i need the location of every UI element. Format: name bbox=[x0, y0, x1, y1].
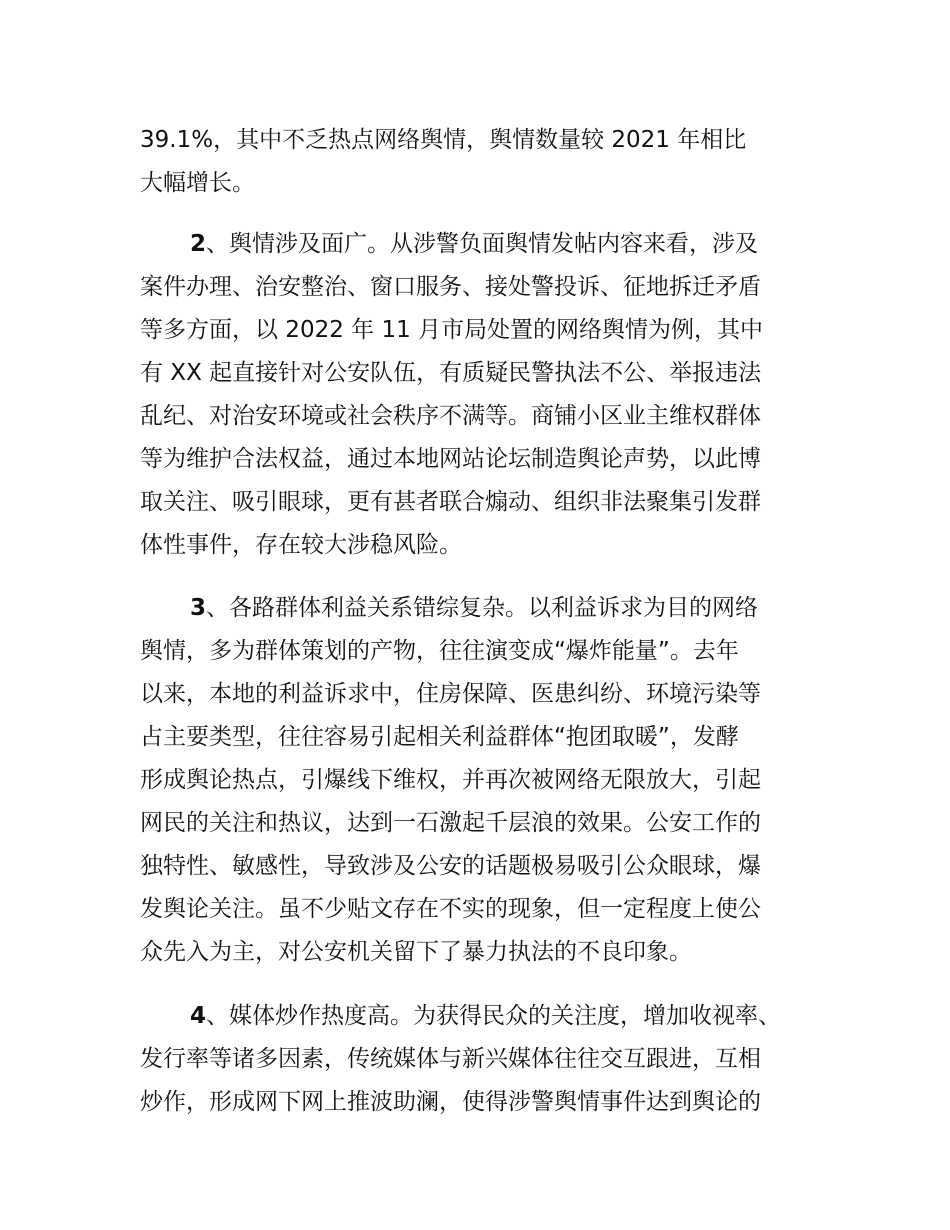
paragraph-2-number: 2 bbox=[190, 231, 207, 257]
paragraph-2-line-3: 等多方面，以 2022 年 11 月市局处置的网络舆情为例，其中 bbox=[140, 317, 764, 343]
paragraph-2-line-5: 乱纪、对治安环境或社会秩序不满等。商铺小区业主维权群体 bbox=[140, 403, 761, 429]
paragraph-4-line-3: 炒作，形成网下网上推波助澜，使得涉警舆情事件达到舆论的 bbox=[140, 1089, 761, 1115]
paragraph-3-line-1 bbox=[190, 590, 870, 626]
paragraph-1-line-2: 大幅增长。 bbox=[140, 170, 255, 196]
paragraph-4-line-1 bbox=[190, 998, 870, 1034]
paragraph-2-line-7: 取关注、吸引眼球，更有甚者联合煽动、组织非法聚集引发群 bbox=[140, 489, 761, 515]
paragraph-3-line-5: 形成舆论热点，引爆线下维权，并再次被网络无限放大，引起 bbox=[140, 767, 761, 793]
paragraph-2-line-2: 案件办理、治安整治、窗口服务、接处警投诉、征地拆迁矛盾 bbox=[140, 274, 761, 300]
paragraph-3-line-4: 占主要类型，往往容易引起相关利益群体“抱团取暖”，发酵 bbox=[140, 724, 739, 750]
paragraph-2-line-6: 等为维护合法权益，通过本地网站论坛制造舆论声势，以此博 bbox=[140, 446, 761, 472]
paragraph-2-line-1 bbox=[190, 226, 870, 262]
paragraph-3-line-1-text: 、各路群体利益关系错综复杂。以利益诉求为目的网络 bbox=[206, 595, 759, 621]
paragraph-3-number: 3 bbox=[190, 595, 207, 621]
paragraph-4-line-1-text: 、媒体炒作热度高。为获得民众的关注度，增加收视率、 bbox=[206, 1003, 782, 1029]
paragraph-3-line-7: 独特性、敏感性，导致涉及公安的话题极易吸引公众眼球，爆 bbox=[140, 853, 761, 879]
paragraph-2-line-1-text: 、舆情涉及面广。从涉警负面舆情发帖内容来看，涉及 bbox=[206, 231, 759, 257]
paragraph-3-line-6: 网民的关注和热议，达到一石激起千层浪的效果。公安工作的 bbox=[140, 810, 761, 836]
paragraph-4-number: 4 bbox=[190, 1003, 207, 1029]
paragraph-1-line-1: 39.1%，其中不乏热点网络舆情，舆情数量较 2021 年相比 bbox=[140, 127, 747, 153]
paragraph-2-line-8: 体性事件，存在较大涉稳风险。 bbox=[140, 532, 462, 558]
paragraph-3-line-2: 舆情，多为群体策划的产物，往往演变成“爆炸能量”。去年 bbox=[140, 638, 739, 664]
paragraph-3-line-8: 发舆论关注。虽不少贴文存在不实的现象，但一定程度上使公 bbox=[140, 896, 761, 922]
paragraph-3-line-3: 以来，本地的利益诉求中，住房保障、医患纠纷、环境污染等 bbox=[140, 681, 761, 707]
paragraph-3-line-9: 众先入为主，对公安机关留下了暴力执法的不良印象。 bbox=[140, 939, 692, 965]
paragraph-4-line-2: 发行率等诸多因素，传统媒体与新兴媒体往往交互跟进，互相 bbox=[140, 1046, 761, 1072]
paragraph-2-line-4: 有 XX 起直接针对公安队伍，有质疑民警执法不公、举报违法 bbox=[140, 360, 762, 386]
